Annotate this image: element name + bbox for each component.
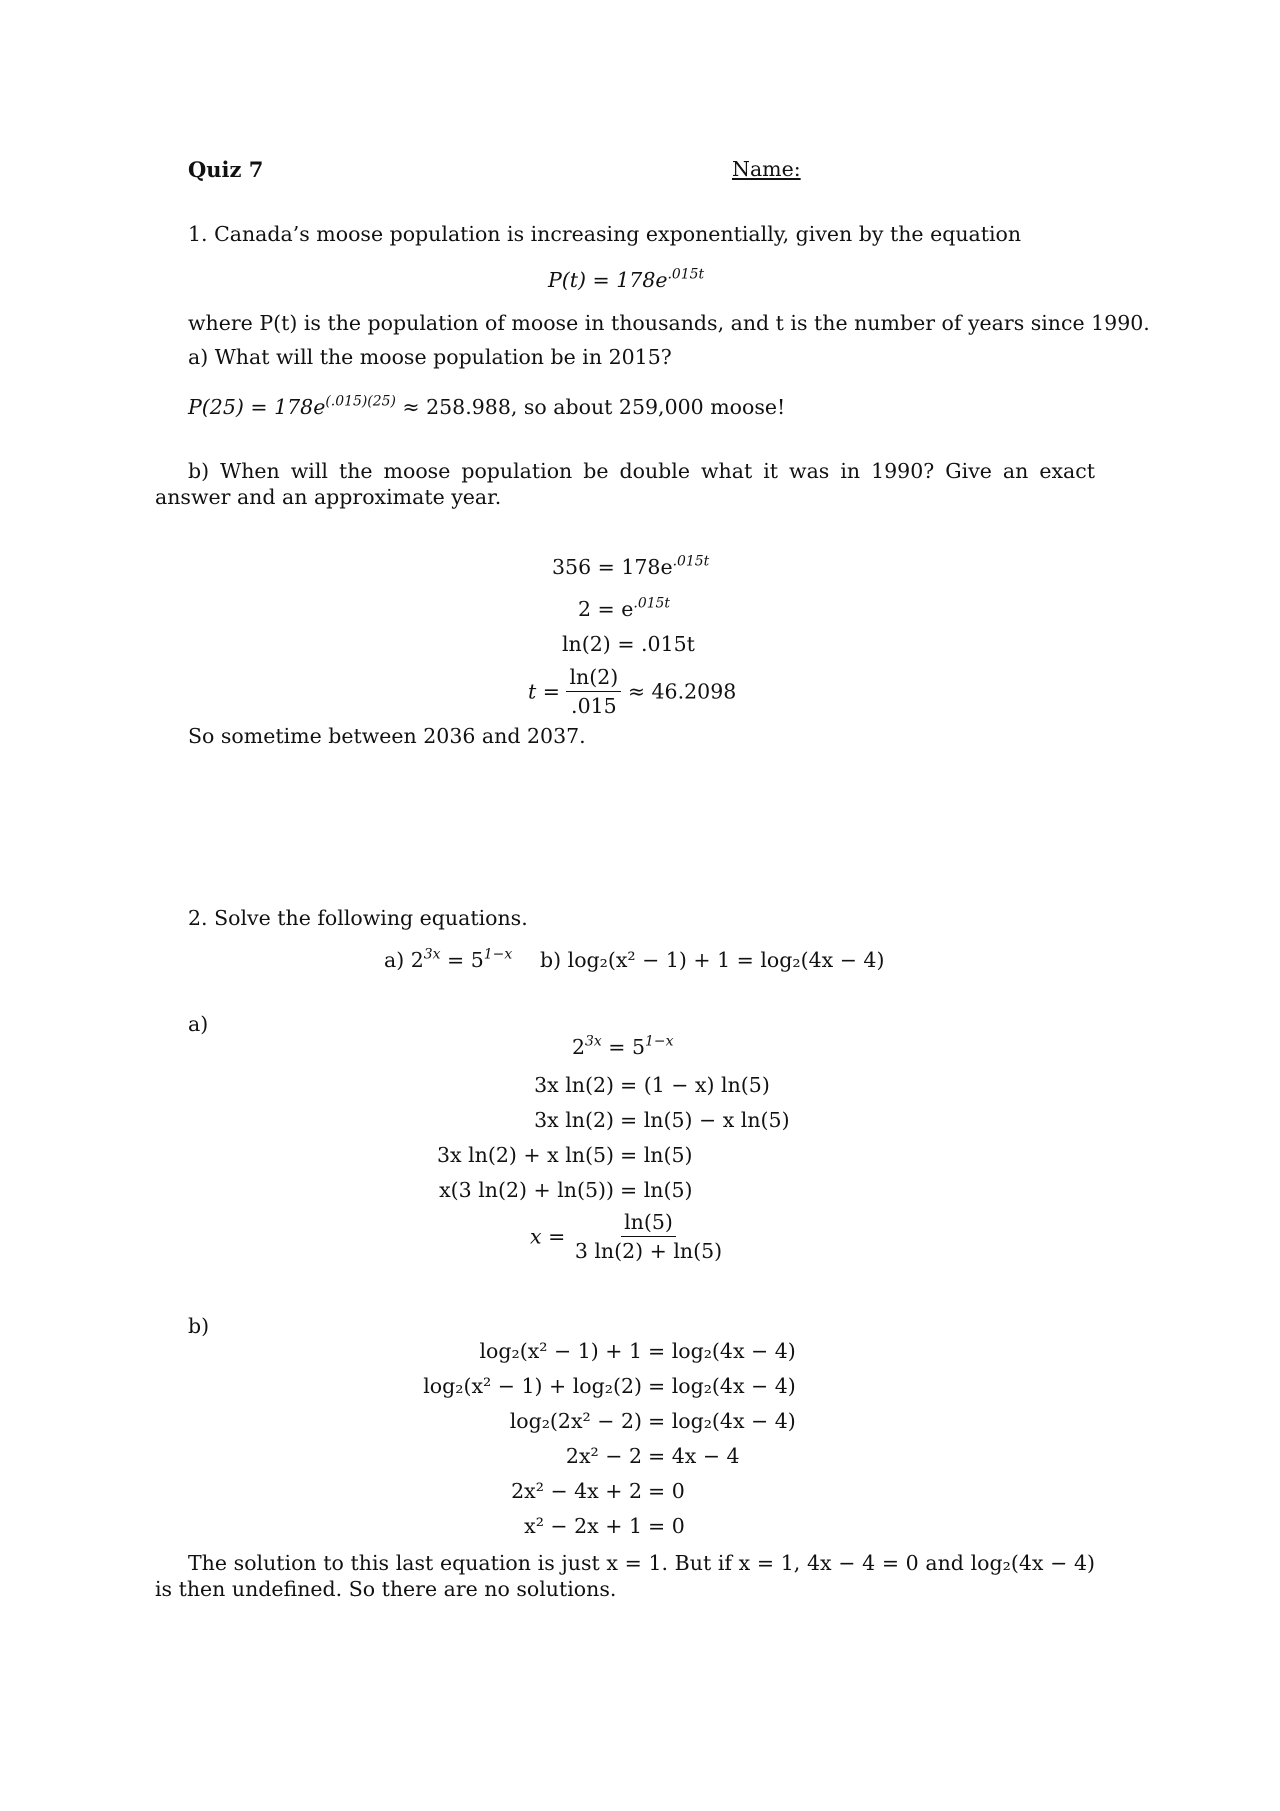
q2-label-a: a) [188,1012,209,1036]
eq-a-base: a) 2 [384,948,424,972]
row-6-fraction [572,1210,725,1263]
row-6-var: x [530,1224,542,1249]
answer-result: ≈ 258.988, so about 259,000 moose! [395,395,786,419]
step-2-exponent: .015t [633,595,671,612]
row-3-lhs: log₂(2x² − 2) [509,1409,642,1433]
answer-exponent: (.015)(25) [325,393,396,410]
row-1-exp-2: 1−x [645,1033,674,1050]
q2-intro: 2. Solve the following equations. [188,906,528,930]
q1-part-a-question: a) What will the moose population be in 2015? [188,345,672,369]
row-3-lhs: 3x ln(2) [534,1108,614,1132]
q2-label-b: b) [188,1314,210,1338]
row-1-lhs: log₂(x² − 1) + 1 [479,1339,642,1363]
q1b-step-2 [578,597,670,621]
row-2-rhs: = (1 − x) ln(5) [620,1073,770,1097]
fraction-denominator: .015 [571,694,617,718]
step-1-exponent: .015t [672,553,710,570]
row-5-lhs: x(3 ln(2) + ln(5)) [439,1178,614,1202]
q1-where-text: where P(t) is the population of moose in thousands, and t is the number of years since 1990. [188,311,1150,335]
fraction-denominator: 3 ln(2) + ln(5) [574,1239,723,1263]
q1-part-b-question: b) When will the moose population be double what it was in 1990? Give an exact answer and an approximate year. [155,459,1095,509]
q2-equation-a [384,948,512,972]
step-4-var: t = [528,679,560,704]
row-1-exp-1: 3x [585,1033,602,1050]
q2-conclusion: The solution to this last equation is just x = 1. But if x = 1, 4x − 4 = 0 and log₂(4x − 4) is then undefined. So there are no solutions. [155,1551,1095,1601]
q2-equation-b: b) log₂(x² − 1) + 1 = log₂(4x − 4) [540,948,885,972]
name-label: Name: [732,157,801,181]
eq-a-mid: = 5 [440,948,484,972]
row-6-lhs: x² − 2x + 1 [524,1514,642,1538]
q1b-step-1 [552,555,709,579]
q1b-step-4 [528,665,736,718]
eq-a-exponent-1: 3x [423,946,441,963]
eq-a-exponent-2: 1−x [483,946,513,963]
row-1-mid: = 5 [601,1035,646,1059]
step-4-approx: ≈ 46.2098 [627,679,737,704]
row-5-lhs: 2x² − 4x + 2 [511,1479,642,1503]
row-5-rhs: = 0 [648,1479,685,1503]
q1-part-a-answer [188,395,785,419]
fraction-numerator: ln(2) [566,665,621,692]
answer-lhs: P(25) = 178e [188,395,326,419]
model-exponent: .015t [667,266,705,283]
row-4-lhs: 2x² − 2 [565,1444,642,1468]
row-3-rhs: = ln(5) − x ln(5) [620,1108,790,1132]
row-2-rhs: = log₂(4x − 4) [648,1374,796,1398]
row-6-rhs: = 0 [648,1514,685,1538]
fraction-numerator: ln(5) [621,1210,676,1237]
step-1-lhs: 356 = 178e [552,555,673,579]
row-4-rhs: = 4x − 4 [648,1444,740,1468]
step-2-lhs: 2 = e [578,597,634,621]
quiz-title: Quiz 7 [188,157,264,182]
q1b-step-3: ln(2) = .015t [562,632,695,656]
row-1-rhs: = log₂(4x − 4) [648,1339,796,1363]
sol-a-row-1 [572,1035,673,1059]
step-4-fraction [566,665,621,718]
q1-intro: 1. Canada’s moose population is increasing exponentially, given by the equation [188,222,1022,246]
sol-a-row-6 [530,1210,725,1263]
row-1-base: 2 [572,1035,586,1059]
row-3-rhs: = log₂(4x − 4) [648,1409,796,1433]
model-lhs: P(t) = 178e [548,268,668,292]
q1-model-equation [548,268,704,292]
row-6-equals: = [548,1224,566,1249]
row-2-lhs: 3x ln(2) [534,1073,614,1097]
q1b-conclusion: So sometime between 2036 and 2037. [188,724,586,748]
row-4-lhs: 3x ln(2) + x ln(5) [436,1143,614,1167]
row-5-rhs: = ln(5) [620,1178,693,1202]
row-4-rhs: = ln(5) [620,1143,693,1167]
row-2-lhs: log₂(x² − 1) + log₂(2) [423,1374,642,1398]
